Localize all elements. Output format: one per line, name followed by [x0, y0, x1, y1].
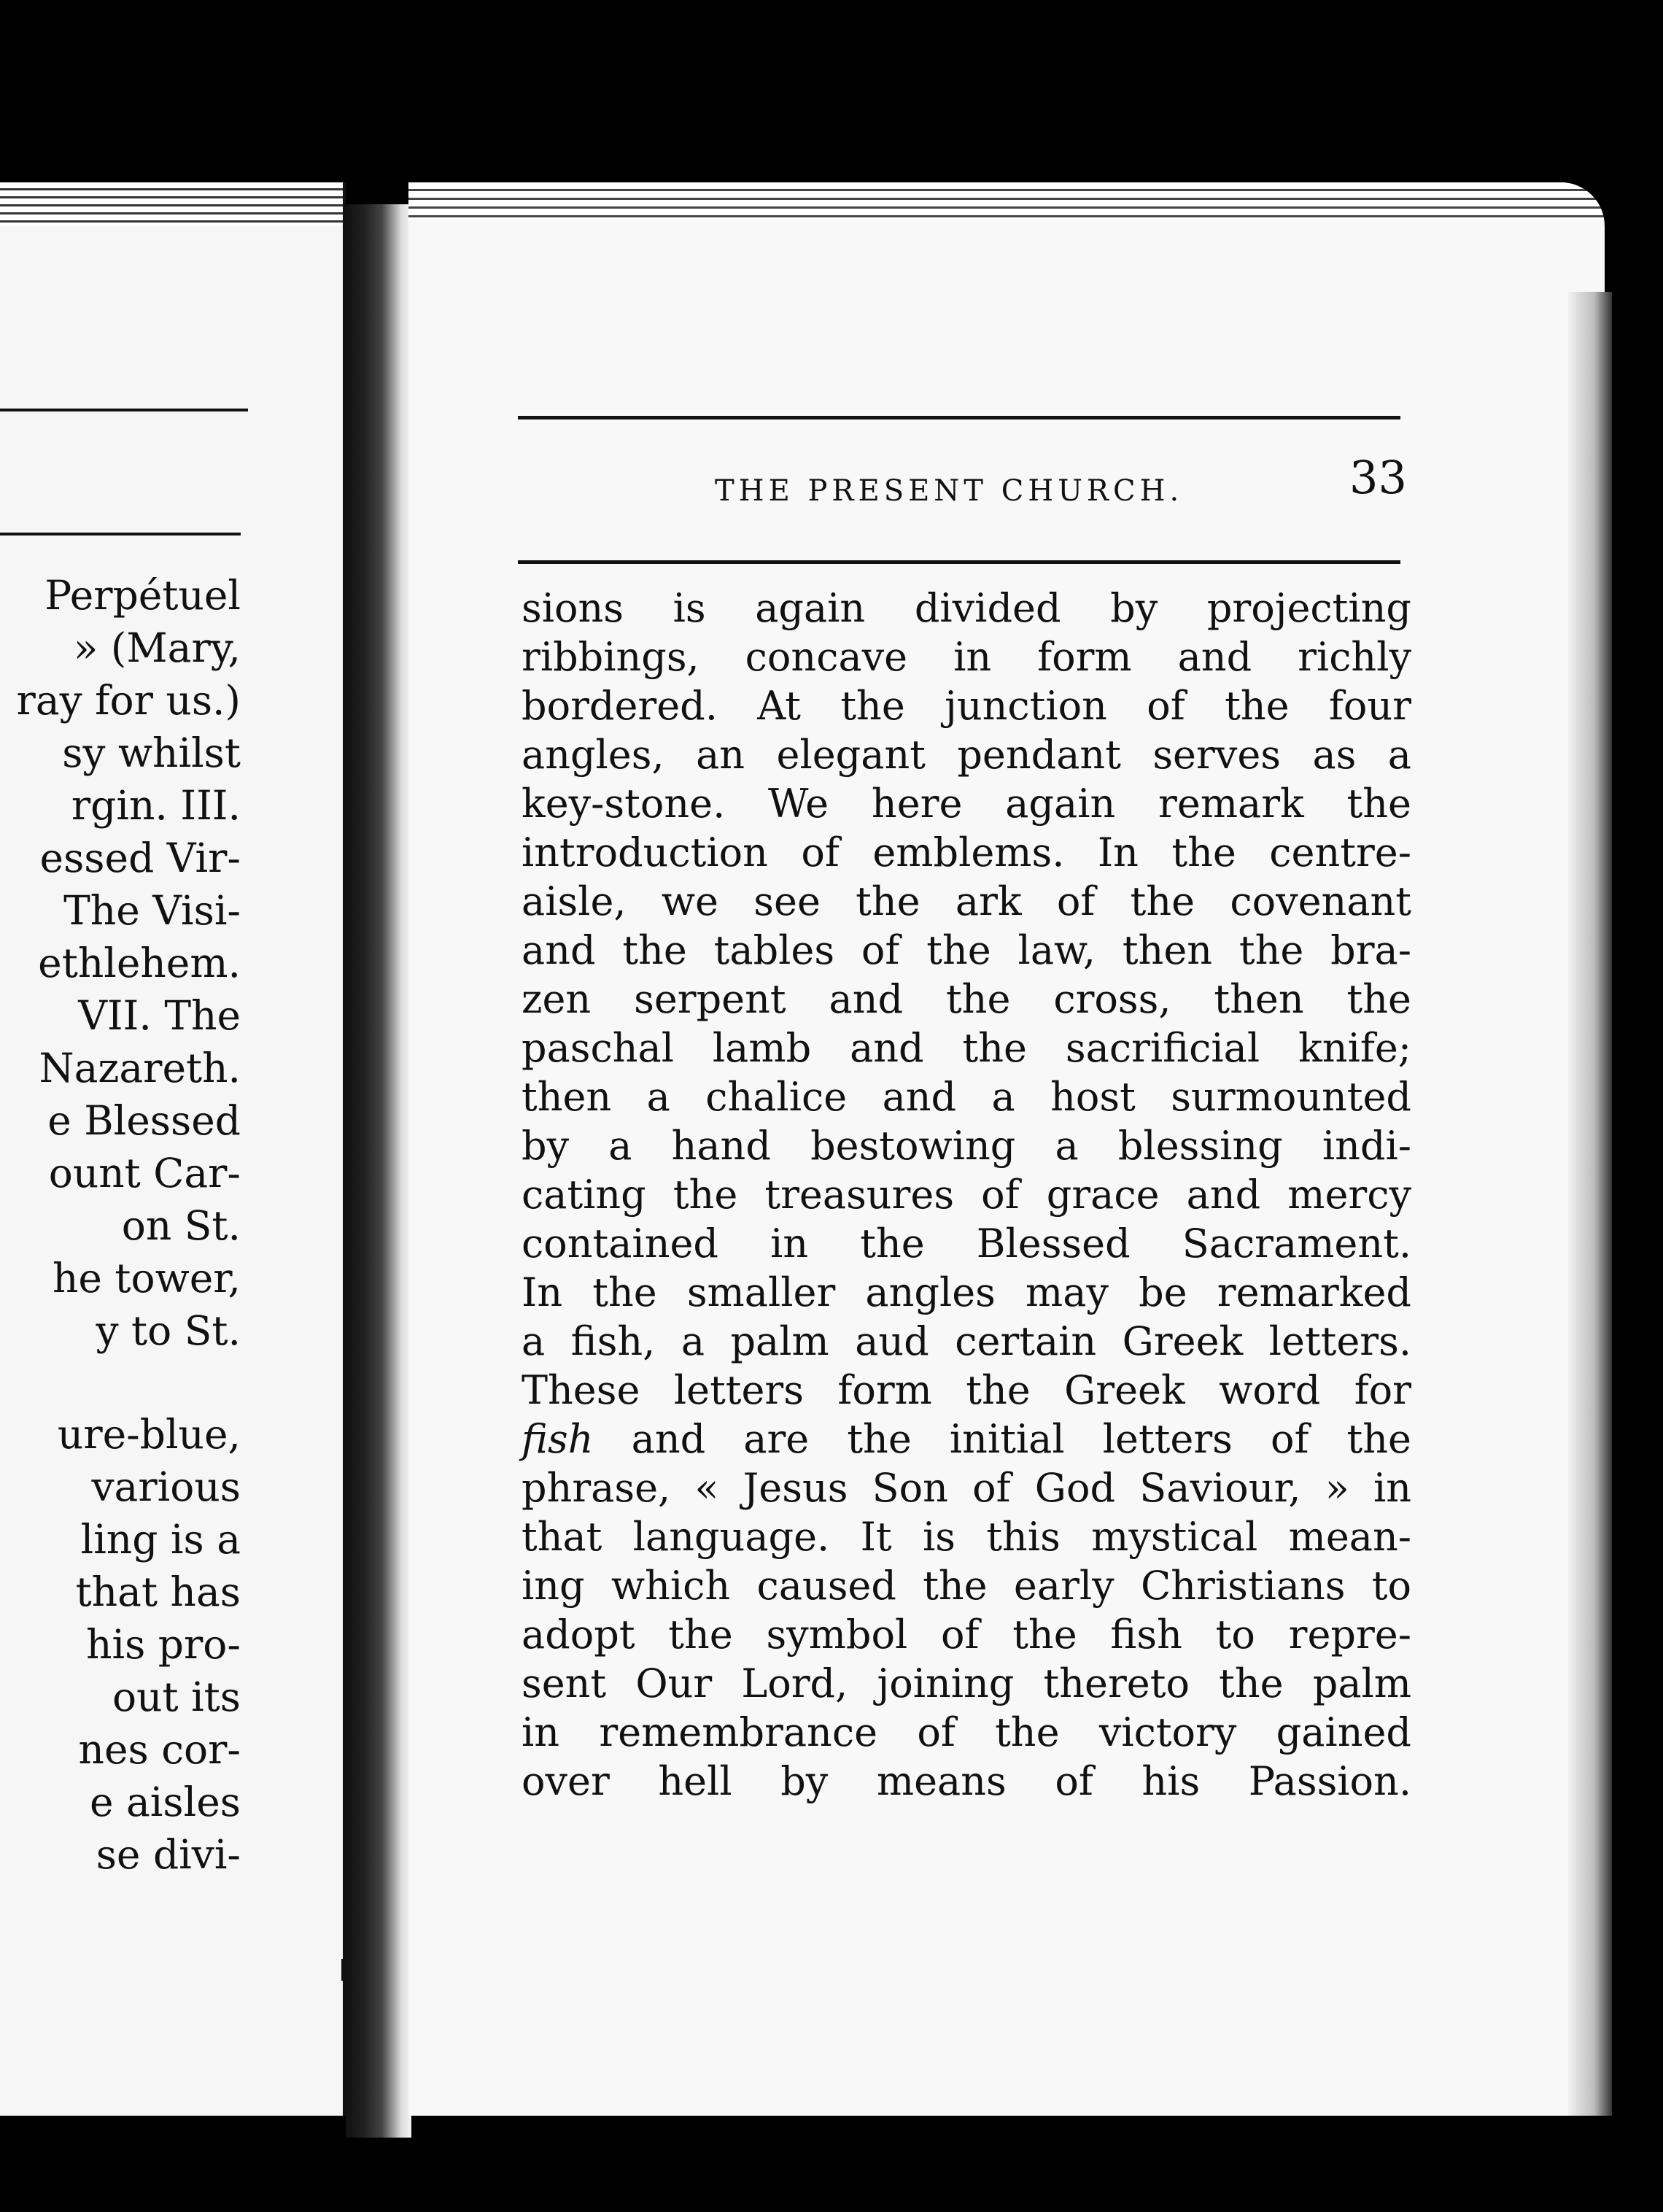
body-line: key-stone. We here again remark the: [522, 781, 1411, 827]
left-line: Nazareth.: [39, 1045, 241, 1091]
left-line: his pro-: [86, 1621, 241, 1668]
left-line: various: [91, 1463, 241, 1510]
italic-word: fish: [522, 1416, 594, 1462]
body-line-with-italic: [522, 1415, 1411, 1463]
left-line: on St.: [121, 1202, 241, 1249]
running-head: THE PRESENT CHURCH.: [715, 474, 1184, 508]
left-line: ray for us.): [16, 677, 241, 724]
left-line: ling is a: [80, 1516, 241, 1563]
left-line: Perpétuel: [44, 572, 241, 619]
body-text: [522, 584, 1411, 1806]
body-line: and the tables of the law, then the bra-: [522, 927, 1411, 973]
body-line: adopt the symbol of the fish to repre-: [522, 1612, 1411, 1658]
body-line: that language. It is this mystical mean-: [522, 1514, 1411, 1560]
book-spine-gutter: [346, 204, 411, 2138]
body-line: over hell by means of his Passion.: [522, 1758, 1411, 1804]
right-page-edge-shadow: [1568, 292, 1612, 2116]
left-line: out its: [112, 1674, 241, 1720]
left-line: ure-blue,: [57, 1411, 241, 1458]
right-page-edges: [408, 182, 1605, 219]
left-line: The Visi-: [63, 887, 241, 934]
body-line: then a chalice and a host surmounted: [522, 1074, 1411, 1120]
body-line: angles, an elegant pendant serves as a: [522, 732, 1411, 778]
body-line-rest: and are the initial letters of the: [631, 1416, 1411, 1462]
body-line: zen serpent and the cross, then the: [522, 976, 1411, 1022]
left-line: ethlehem.: [38, 940, 241, 986]
body-line: bordered. At the junction of the four: [522, 683, 1411, 729]
body-line: cating the treasures of grace and mercy: [522, 1172, 1411, 1218]
left-page-edges: [0, 182, 343, 226]
left-page: [0, 182, 346, 2116]
left-line: nes cor-: [78, 1726, 241, 1773]
body-line: a fish, a palm aud certain Greek letters.: [522, 1318, 1411, 1364]
left-line: » (Mary,: [73, 624, 241, 671]
body-line: by a hand bestowing a blessing indi-: [522, 1123, 1411, 1169]
left-header-rule-bottom: [0, 533, 241, 535]
paragraph-gap: [17, 1357, 241, 1408]
header-rule-top: [518, 416, 1400, 419]
left-line: sy whilst: [62, 730, 241, 776]
body-line: In the smaller angles may be remarked: [522, 1269, 1411, 1315]
body-line: aisle, we see the ark of the covenant: [522, 878, 1411, 924]
body-line: ing which caused the early Christians to: [522, 1563, 1411, 1609]
left-line: he tower,: [52, 1255, 241, 1302]
left-line: y to St.: [96, 1307, 241, 1354]
left-line: rgin. III.: [71, 782, 241, 829]
left-line: that has: [75, 1569, 241, 1615]
left-header-rule-top: [0, 409, 248, 411]
left-line: se divi-: [96, 1831, 241, 1878]
body-line: paschal lamb and the sacrificial knife;: [522, 1025, 1411, 1071]
left-line: VII. The: [78, 992, 241, 1039]
body-line: sions is again divided by projecting: [522, 585, 1411, 631]
left-line: e Blessed: [47, 1097, 241, 1144]
left-page-text: [17, 569, 241, 1881]
body-line: These letters form the Greek word for: [522, 1367, 1411, 1413]
gutter-mark: [341, 1959, 347, 1981]
left-line: ount Car-: [48, 1150, 241, 1196]
body-line: phrase, « Jesus Son of God Saviour, » in: [522, 1465, 1411, 1511]
body-line: in remembrance of the victory gained: [522, 1709, 1411, 1755]
body-line: contained in the Blessed Sacrament.: [522, 1221, 1411, 1267]
page-number: 33: [1349, 451, 1407, 504]
body-line: sent Our Lord, joining thereto the palm: [522, 1660, 1411, 1706]
left-line: e aisles: [89, 1779, 241, 1825]
body-line: ribbings, concave in form and richly: [522, 634, 1411, 680]
body-line: introduction of emblems. In the centre-: [522, 830, 1411, 875]
left-line: essed Vir-: [39, 835, 241, 881]
header-rule-bottom: [518, 560, 1400, 564]
